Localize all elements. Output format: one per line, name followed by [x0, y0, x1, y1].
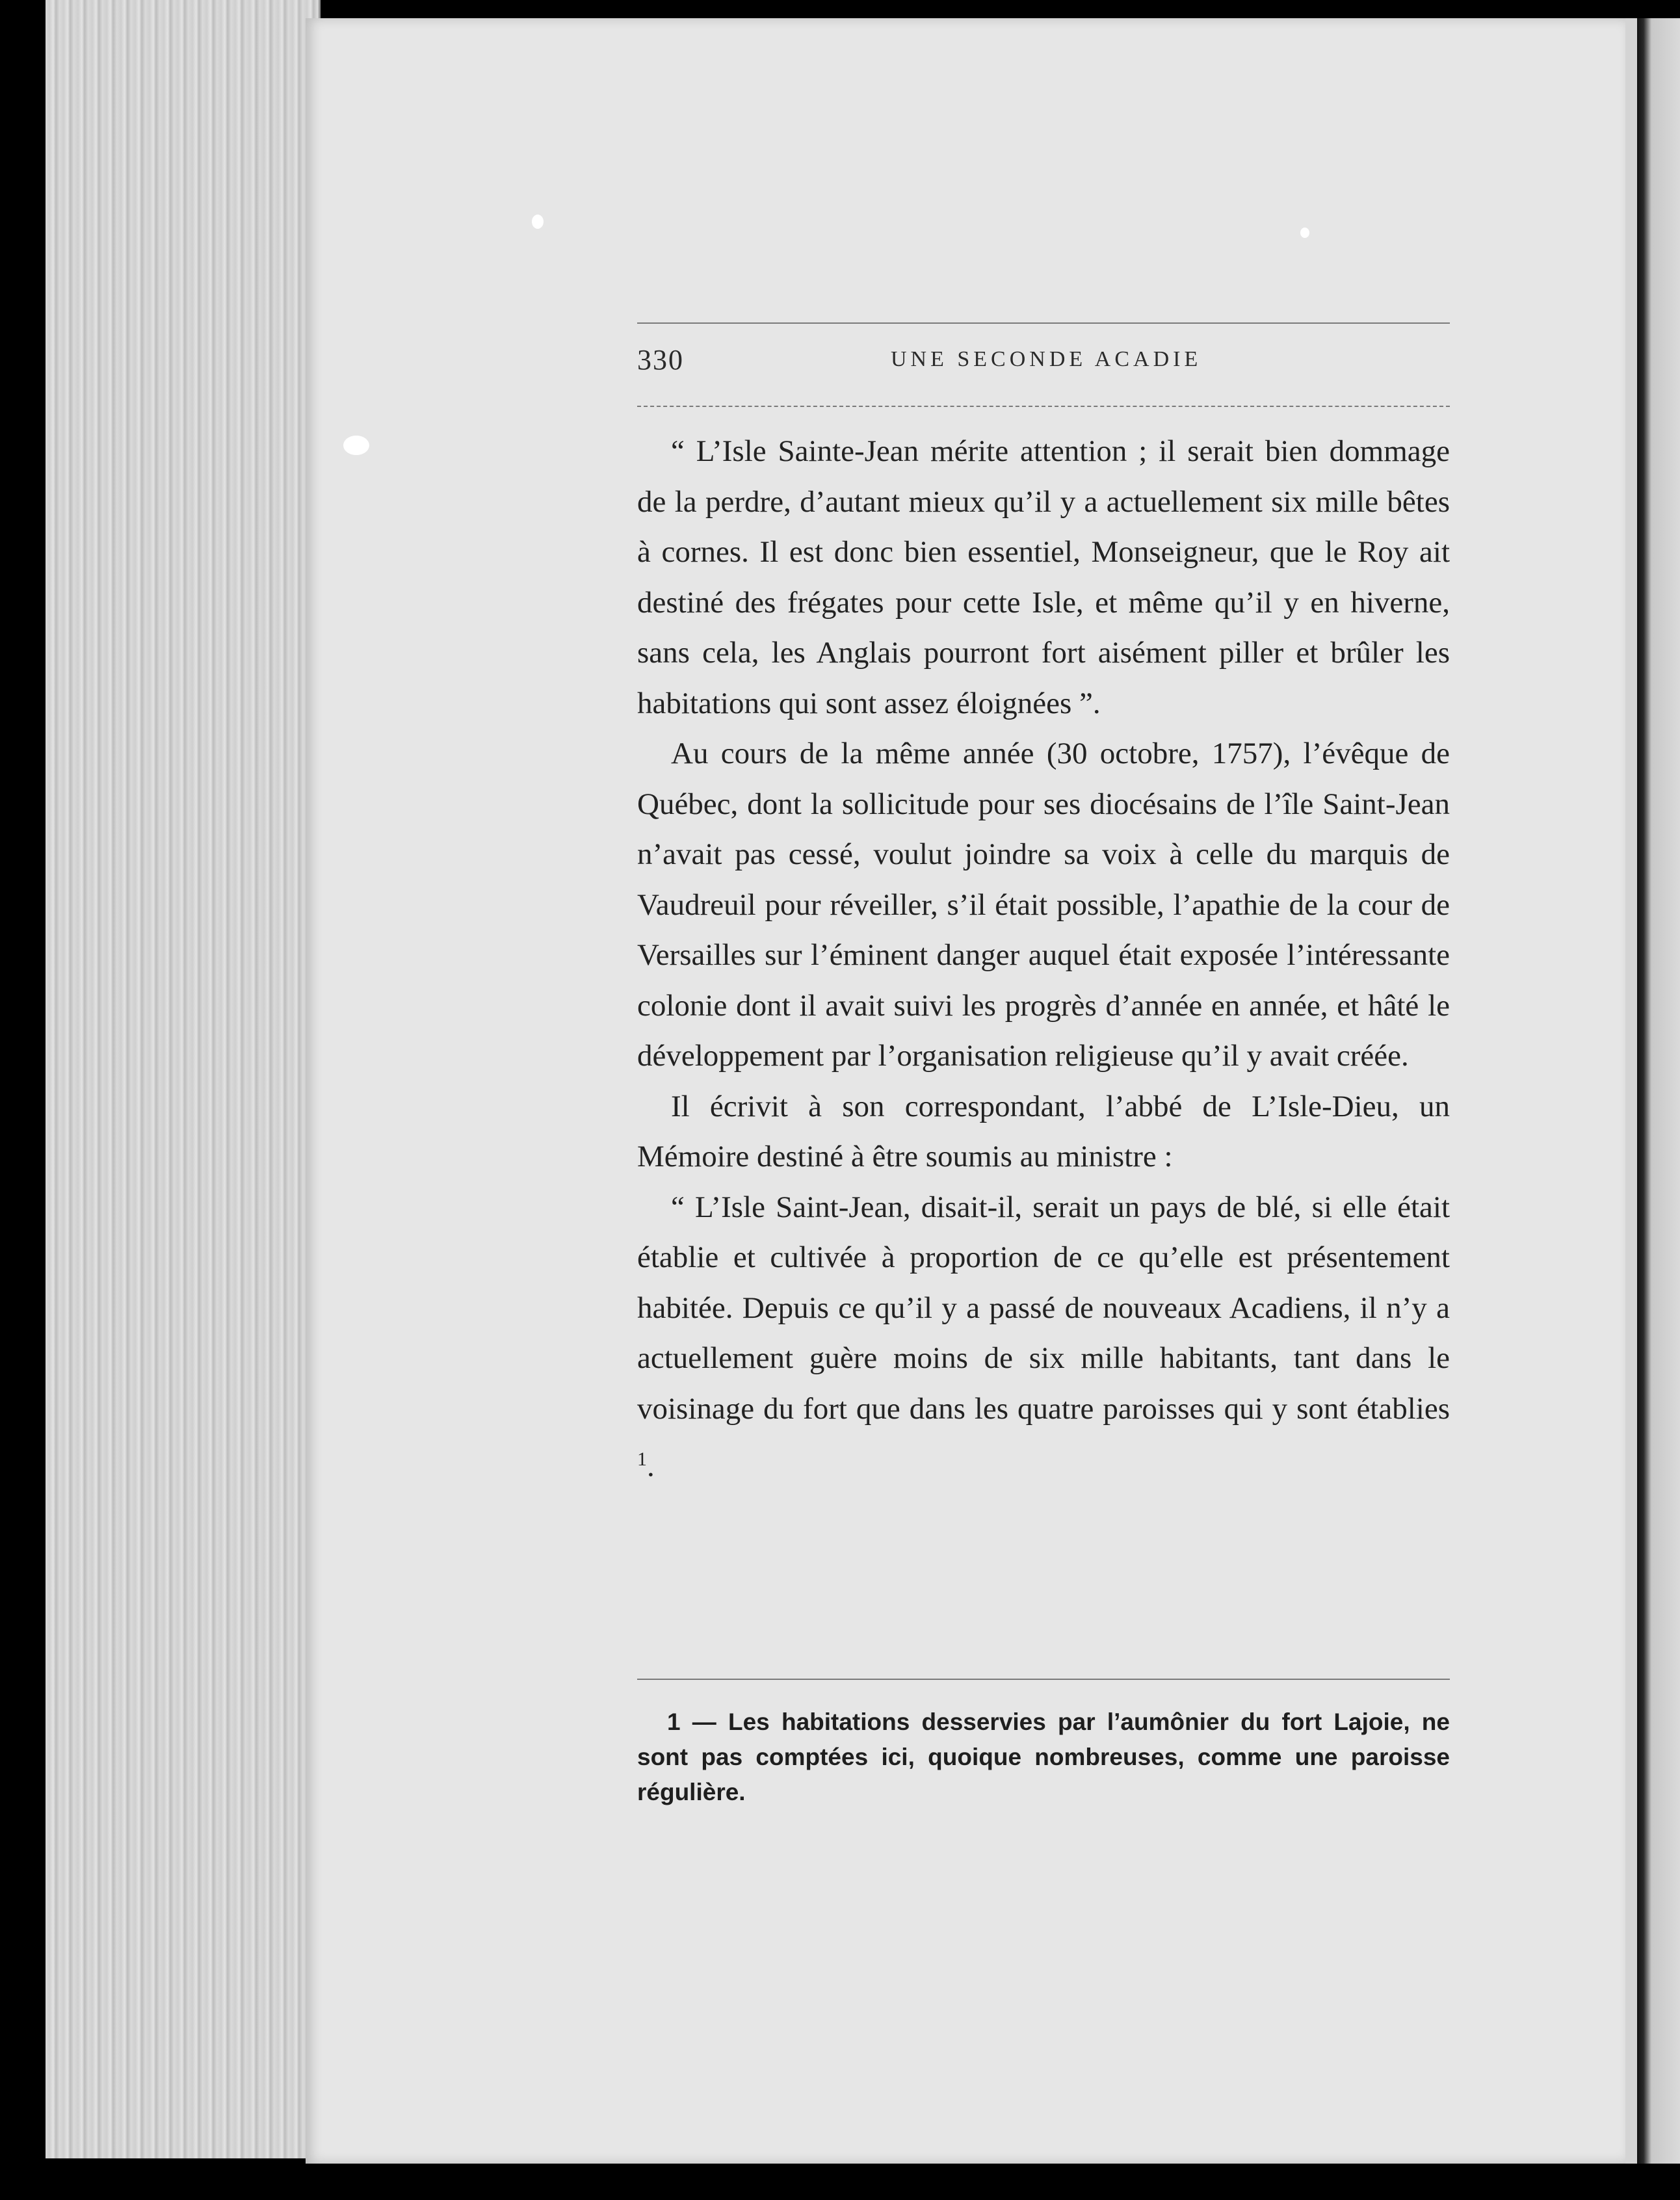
paragraph	[637, 1183, 1450, 1493]
footnote-rule	[637, 1679, 1450, 1680]
footnote-marker: 1	[637, 1448, 647, 1470]
paragraph-end: .	[647, 1449, 655, 1484]
page-number: 330	[637, 344, 684, 376]
header-top-rule	[637, 322, 1450, 324]
facing-page-edge	[1637, 18, 1680, 2164]
paragraph: “ L’Isle Sainte-Jean mérite attention ; il serait bien dommage de la perdre, d’autant mieux qu’il y a actuellement six mille bêtes à cornes. Il est donc bien essentiel, Monseigneur, que le Roy ait destiné des frégates pour cette Isle, et même qu’il y en hiverne, sans cela, les Anglais pourront fort aisément piller et brûler les habitations qui sont assez éloignées ”.	[637, 434, 1450, 720]
page-right-edge	[1625, 18, 1637, 2164]
paragraph-text: “ L’Isle Saint-Jean, disait-il, serait un pays de blé, si elle était établie et cultivée à proportion de ce qu’elle est présentement habitée. Depuis ce qu’il y a passé de nouveaux Acadiens, il n’y a actuellement guère moins de six mille habitants, tant dans le voisinage du fort que dans les quatre paroisses qui y sont établies	[637, 1190, 1450, 1426]
scan-speck	[532, 215, 544, 229]
scan-speck	[1300, 228, 1309, 238]
book-page-edges	[46, 0, 321, 2158]
scan-speck	[343, 436, 369, 455]
body-text	[637, 426, 1450, 1492]
page-header	[637, 338, 1450, 384]
paragraph: Il écrivit à son correspondant, l’abbé de L’Isle-Dieu, un Mémoire destiné à être soumis au ministre :	[637, 1089, 1450, 1173]
running-title: UNE SECONDE ACADIE	[891, 347, 1202, 371]
footnote: 1 — Les habitations desservies par l’aumônier du fort Lajoie, ne sont pas comptées ici, quoique nombreuses, comme une paroisse régulière.	[637, 1709, 1450, 1805]
paragraph: Au cours de la même année (30 octobre, 1757), l’évêque de Québec, dont la sollicitude pour ses diocésains de l’île Saint-Jean n’avait pas cessé, voulut joindre sa voix à celle du marquis de Vaudreuil pour réveiller, s’il était possible, l’apathie de la cour de Versailles sur l’éminent danger auquel était exposée l’intéressante colonie dont il avait suivi les progrès d’année en année, et hâté le développement par l’organisation religieuse qu’il y avait créée.	[637, 737, 1450, 1073]
header-bottom-rule	[637, 406, 1450, 407]
